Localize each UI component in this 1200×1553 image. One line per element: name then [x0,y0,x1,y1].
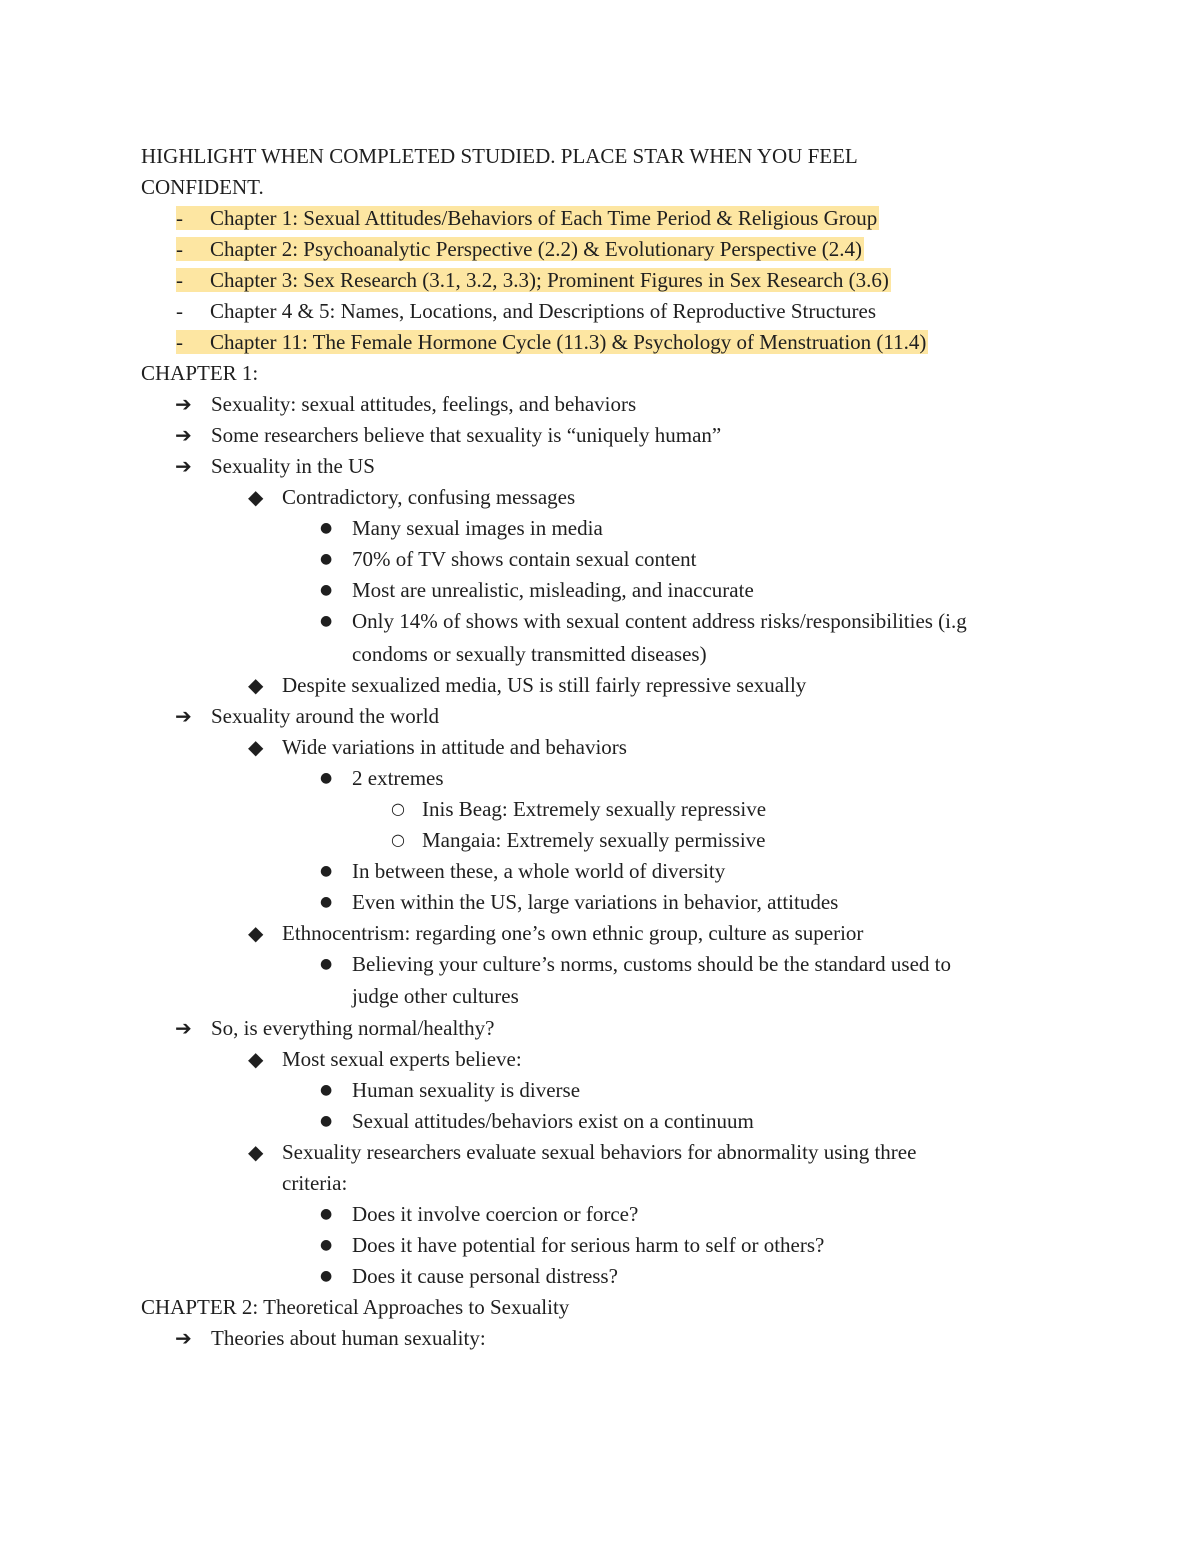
outline-item: Wide variations in attitude and behaviors [282,735,627,759]
outline-item: Some researchers believe that sexuality is “uniquely human” [211,423,722,447]
round-bullet-icon: ● [320,863,333,879]
dash-marker: - [176,330,183,354]
outline-item: Sexuality in the US [211,454,375,478]
checklist-item [176,204,879,232]
outline-item-continuation: condoms or sexually transmitted diseases) [352,642,707,666]
outline-item: 70% of TV shows contain sexual content [352,547,697,571]
checklist-item-text: Chapter 4 & 5: Names, Locations, and Descriptions of Reproductive Structures [210,299,877,323]
round-bullet-icon: ● [320,613,333,629]
outline-item: Despite sexualized media, US is still fairly repressive sexually [282,673,807,697]
checklist-item [176,328,928,356]
outline-item: Even within the US, large variations in behavior, attitudes [352,890,839,914]
outline-item-continuation: criteria: [282,1171,348,1195]
outline-item: Sexuality: sexual attitudes, feelings, and behaviors [211,392,637,416]
outline-item: Only 14% of shows with sexual content address risks/responsibilities (i.g [352,609,967,633]
checklist-item [176,266,891,294]
outline-item: Mangaia: Extremely sexually permissive [422,828,766,852]
round-bullet-icon: ● [320,582,333,598]
round-bullet-icon: ● [320,770,333,786]
outline-item: Believing your culture’s norms, customs should be the standard used to [352,952,951,976]
round-bullet-icon: ● [320,551,333,567]
outline-item: In between these, a whole world of diversity [352,859,726,883]
highlighted-text [176,206,879,230]
outline-item: Sexuality around the world [211,704,440,728]
diamond-bullet-icon: ◆ [248,921,264,945]
checklist-item-text: Chapter 1: Sexual Attitudes/Behaviors of Each Time Period & Religious Group [210,206,878,230]
round-bullet-icon: ● [320,894,333,910]
highlighted-text [176,237,864,261]
outline-item: Theories about human sexuality: [211,1326,486,1350]
highlighted-text [176,268,891,292]
arrow-bullet-icon: ➔ [175,423,192,447]
outline-item: So, is everything normal/healthy? [211,1016,495,1040]
checklist-item [176,297,876,325]
outline-item: Sexual attitudes/behaviors exist on a continuum [352,1109,754,1133]
outline-item: Contradictory, confusing messages [282,485,576,509]
dash-marker: - [176,299,183,323]
round-bullet-icon: ● [320,1082,333,1098]
outline-item: 2 extremes [352,766,444,790]
instructions-line-1: HIGHLIGHT WHEN COMPLETED STUDIED. PLACE STAR WHEN YOU FEEL [141,144,858,168]
outline-item: Most sexual experts believe: [282,1047,522,1071]
round-bullet-icon: ● [320,1237,333,1253]
outline-item: Human sexuality is diverse [352,1078,581,1102]
instructions-line-2: CONFIDENT. [141,175,264,199]
diamond-bullet-icon: ◆ [248,485,264,509]
diamond-bullet-icon: ◆ [248,673,264,697]
outline-item: Ethnocentrism: regarding one’s own ethnic group, culture as superior [282,921,864,945]
checklist-item-text: Chapter 11: The Female Hormone Cycle (11.3) & Psychology of Menstruation (11.4) [210,330,927,354]
dash-marker: - [176,268,183,292]
arrow-bullet-icon: ➔ [175,392,192,416]
arrow-bullet-icon: ➔ [175,454,192,478]
arrow-bullet-icon: ➔ [175,1326,192,1350]
outline-item: Does it have potential for serious harm to self or others? [352,1233,825,1257]
diamond-bullet-icon: ◆ [248,1140,264,1164]
dash-marker: - [176,237,183,261]
round-bullet-icon: ● [320,1206,333,1222]
outline-item: Most are unrealistic, misleading, and inaccurate [352,578,754,602]
outline-item: Does it cause personal distress? [352,1264,618,1288]
checklist-item-text: Chapter 2: Psychoanalytic Perspective (2.2) & Evolutionary Perspective (2.4) [210,237,862,261]
round-bullet-icon: ● [320,1113,333,1129]
chapter-1-heading: CHAPTER 1: [141,361,259,385]
outline-item: Many sexual images in media [352,516,603,540]
round-bullet-icon: ● [320,956,333,972]
arrow-bullet-icon: ➔ [175,1016,192,1040]
hollow-circle-bullet-icon: ○ [391,799,405,818]
chapter-2-heading: CHAPTER 2: Theoretical Approaches to Sexuality [141,1295,570,1319]
checklist-item-text: Chapter 3: Sex Research (3.1, 3.2, 3.3); Prominent Figures in Sex Research (3.6) [210,268,889,292]
highlighted-text [176,330,928,354]
diamond-bullet-icon: ◆ [248,1047,264,1071]
outline-item: Inis Beag: Extremely sexually repressive [422,797,767,821]
outline-item: Sexuality researchers evaluate sexual behaviors for abnormality using three [282,1140,917,1164]
outline-item: Does it involve coercion or force? [352,1202,639,1226]
outline-item-continuation: judge other cultures [352,984,519,1008]
round-bullet-icon: ● [320,520,333,536]
diamond-bullet-icon: ◆ [248,735,264,759]
checklist-item [176,235,864,263]
arrow-bullet-icon: ➔ [175,704,192,728]
hollow-circle-bullet-icon: ○ [391,830,405,849]
round-bullet-icon: ● [320,1268,333,1284]
dash-marker: - [176,206,183,230]
